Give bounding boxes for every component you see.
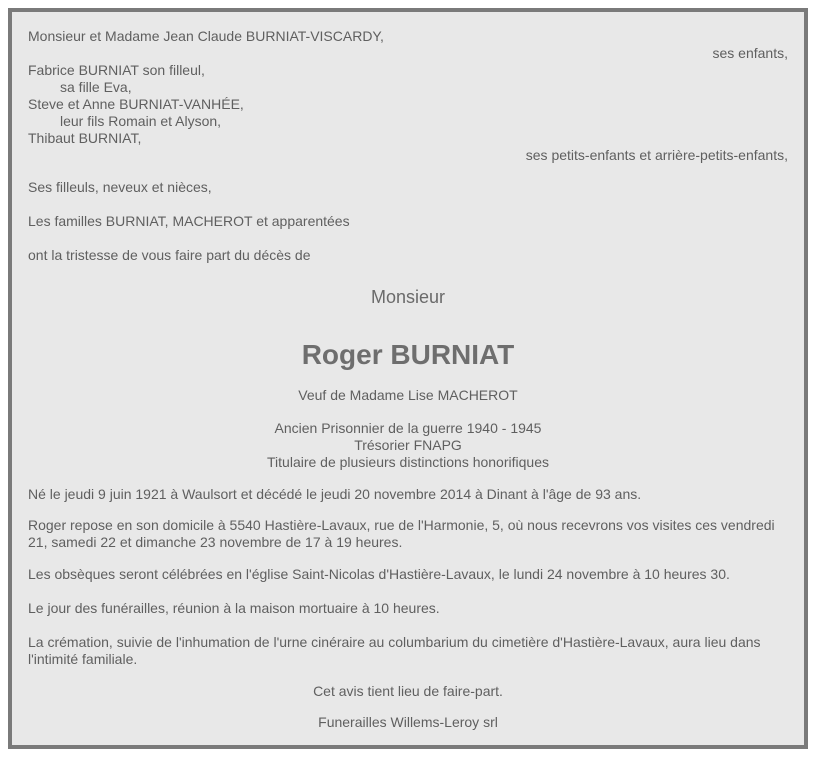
family-line-thibaut: Thibaut BURNIAT, — [28, 130, 142, 146]
notice-text: Cet avis tient lieu de faire-part. — [313, 683, 503, 699]
distinction-prisoner: Ancien Prisonnier de la guerre 1940 - 1945 — [274, 420, 542, 436]
family-line-families: Les familles BURNIAT, MACHEROT et apparentées — [28, 213, 350, 229]
obituary-card — [8, 8, 808, 749]
deceased-title: Monsieur — [370, 287, 446, 307]
family-line-fabrice: Fabrice BURNIAT son filleul, — [28, 62, 205, 78]
role-children: ses enfants, — [712, 45, 788, 61]
deceased-name: Roger BURNIAT — [301, 339, 515, 370]
widower-text: Veuf de Madame Lise MACHEROT — [298, 387, 518, 403]
cremation-text: La crémation, suivie de l'inhumation de l'urne cinéraire au columbarium du cimetière d'Hastière-Lavaux, aura lieu dans l'intimité familiale. — [28, 634, 761, 667]
role-grandchildren: ses petits-enfants et arrière-petits-enfants, — [525, 147, 788, 163]
announcement-text: ont la tristesse de vous faire part du décès de — [28, 247, 311, 263]
funeral-text: Les obsèques seront célébrées en l'église Saint-Nicolas d'Hastière-Lavaux, le lundi 24 novembre à 10 heures 30. — [28, 566, 730, 582]
funeral-home-text: Funerailles Willems-Leroy srl — [318, 714, 498, 730]
meeting-text: Le jour des funérailles, réunion à la maison mortuaire à 10 heures. — [28, 600, 440, 616]
family-line-godchildren: Ses filleuls, neveux et nièces, — [28, 179, 212, 195]
family-line-eva: sa fille Eva, — [60, 79, 132, 95]
repose-text: Roger repose en son domicile à 5540 Hastière-Lavaux, rue de l'Harmonie, 5, où nous recevrons vos visites ces vendredi 21, samedi 22 et dimanche 23 novembre de 17 à 19 heures. — [28, 517, 775, 550]
distinction-honors: Titulaire de plusieurs distinctions honorifiques — [267, 454, 549, 470]
family-line-romain-alyson: leur fils Romain et Alyson, — [60, 113, 222, 129]
family-line-steve-anne: Steve et Anne BURNIAT-VANHÉE, — [28, 96, 244, 112]
distinction-treasurer: Trésorier FNAPG — [354, 437, 462, 453]
birth-death-text: Né le jeudi 9 juin 1921 à Waulsort et décédé le jeudi 20 novembre 2014 à Dinant à l'âge de 93 ans. — [28, 486, 642, 502]
family-line-parents: Monsieur et Madame Jean Claude BURNIAT-VISCARDY, — [28, 28, 384, 44]
